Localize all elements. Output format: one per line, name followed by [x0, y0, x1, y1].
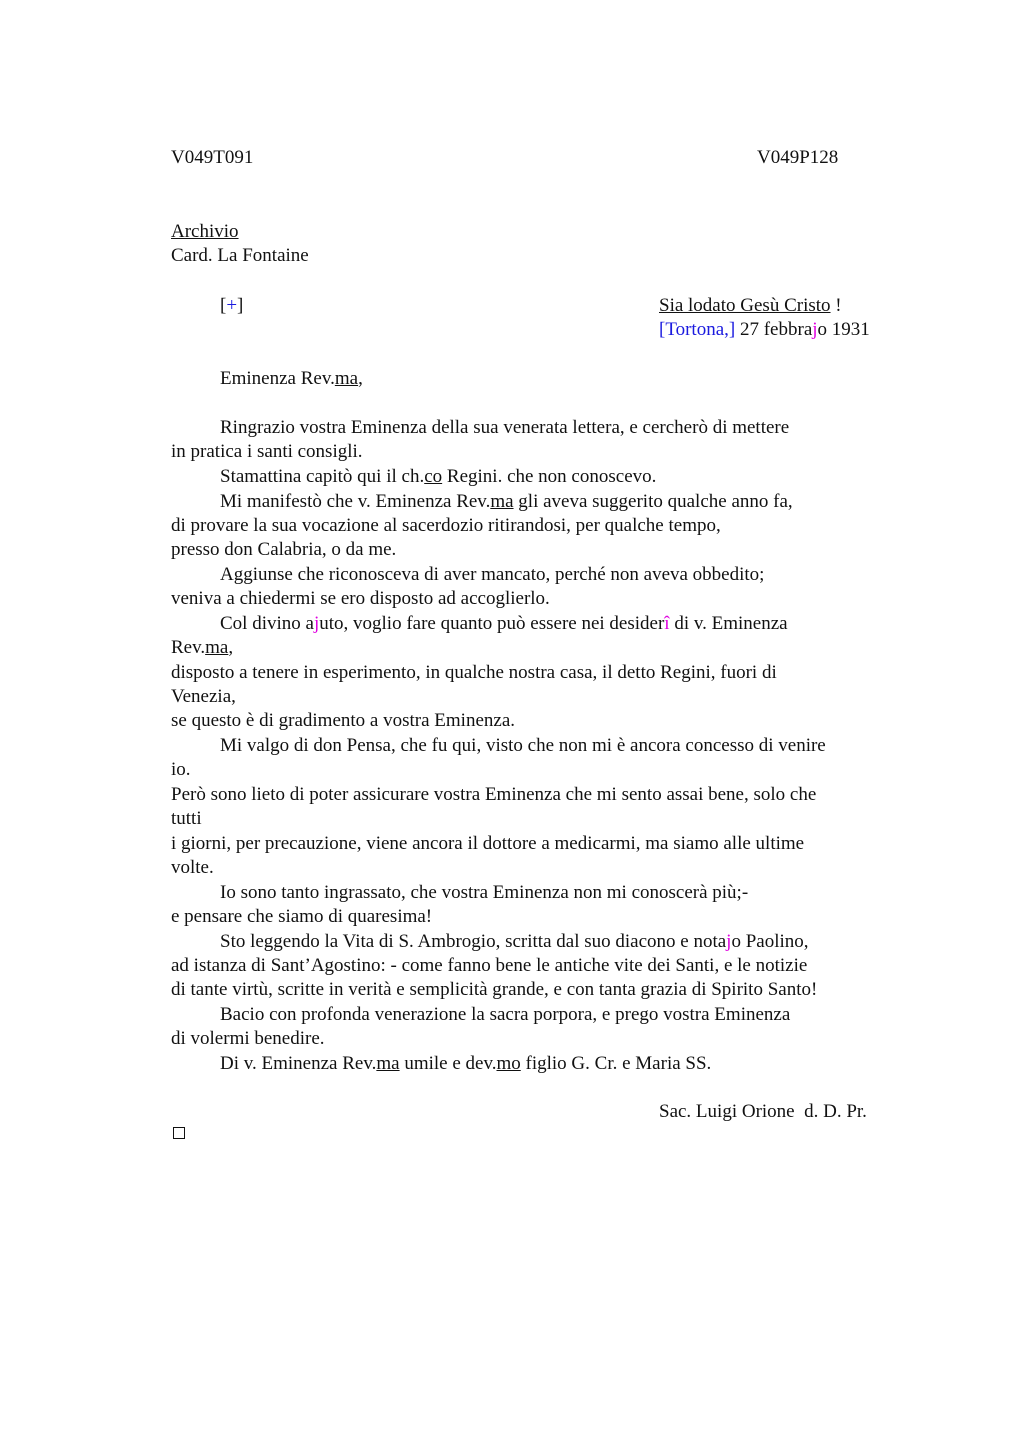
- body-line: io.: [171, 759, 191, 780]
- recipient: Card. La Fontaine: [171, 245, 309, 266]
- body-line: Bacio con profonda venerazione la sacra porpora, e prego vostra Eminenza: [220, 1004, 791, 1025]
- body-line: Rev.ma,: [171, 637, 234, 658]
- closing-line: Di v. Eminenza Rev.ma umile e dev.mo figlio G. Cr. e Maria SS.: [220, 1053, 712, 1074]
- body-line: Mi valgo di don Pensa, che fu qui, visto che non mi è ancora concesso di venire: [220, 735, 826, 756]
- cross-mark: [+]: [220, 295, 244, 316]
- motto: Sia lodato Gesù Cristo !: [659, 295, 842, 316]
- body-line: Stamattina capitò qui il ch.co Regini. che non conoscevo.: [220, 466, 657, 487]
- body-line: di provare la sua vocazione al sacerdozio ritirandosi, per qualche tempo,: [171, 515, 721, 536]
- salutation: Eminenza Rev.ma,: [220, 368, 363, 389]
- body-line: volte.: [171, 857, 214, 878]
- body-line: tutti: [171, 808, 202, 829]
- right-code: V049P128: [757, 147, 839, 168]
- body-line: Col divino ajuto, voglio fare quanto può essere nei desiderî di v. Eminenza: [220, 613, 788, 634]
- body-line: ad istanza di Sant’Agostino: - come fanno bene le antiche vite dei Santi, e le notizie: [171, 955, 808, 976]
- left-code: V049T091: [171, 147, 254, 168]
- body-line: veniva a chiedermi se ero disposto ad accoglierlo.: [171, 588, 550, 609]
- body-line: Sto leggendo la Vita di S. Ambrogio, scritta dal suo diacono e notajo Paolino,: [220, 931, 809, 952]
- body-line: Mi manifestò che v. Eminenza Rev.ma gli aveva suggerito qualche anno fa,: [220, 491, 793, 512]
- body-line: disposto a tenere in esperimento, in qualche nostra casa, il detto Regini, fuori di: [171, 662, 777, 683]
- body-line: Aggiunse che riconosceva di aver mancato, perché non aveva obbedito;: [220, 564, 765, 585]
- body-line: e pensare che siamo di quaresima!: [171, 906, 433, 927]
- dateline: [Tortona,] 27 febbrajo 1931: [659, 319, 870, 340]
- body-line: se questo è di gradimento a vostra Eminenza.: [171, 710, 516, 731]
- body-line: in pratica i santi consigli.: [171, 441, 363, 462]
- body-line: Però sono lieto di poter assicurare vostra Eminenza che mi sento assai bene, solo che: [171, 784, 817, 805]
- signature: Sac. Luigi Orione d. D. Pr.: [659, 1101, 867, 1122]
- cross-icon: +: [226, 295, 238, 316]
- archive-label: Archivio: [171, 221, 239, 242]
- body-line: di volermi benedire.: [171, 1028, 325, 1049]
- body-line: presso don Calabria, o da me.: [171, 539, 397, 560]
- square-outline-icon: [173, 1127, 185, 1139]
- body-line: Ringrazio vostra Eminenza della sua venerata lettera, e cercherò di mettere: [220, 417, 790, 438]
- body-line: di tante virtù, scritte in verità e semplicità grande, e con tanta grazia di Spirito Santo!: [171, 979, 818, 1000]
- body-line: i giorni, per precauzione, viene ancora il dottore a medicarmi, ma siamo alle ultime: [171, 833, 805, 854]
- body-line: Venezia,: [171, 686, 236, 707]
- body-line: Io sono tanto ingrassato, che vostra Eminenza non mi conoscerà più;-: [220, 882, 749, 903]
